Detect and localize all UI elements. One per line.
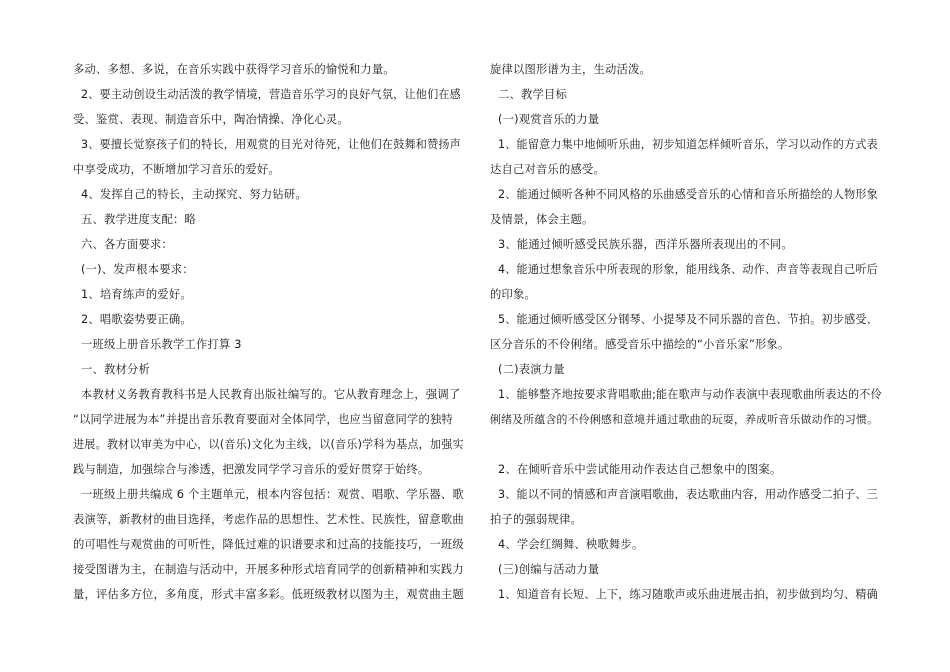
text-line: 2、在倾听音乐中尝试能用动作表达自己想象中的图案。: [498, 463, 782, 476]
text-line: 本教材义务教育教科书是人民教育出版社编写的。它从教育理念上，强调了: [81, 388, 461, 401]
text-line: 2、要主动创设生动活泼的教学情境，营造音乐学习的良好气氛，让他们在感: [81, 88, 461, 101]
text-line: 3、能以不同的情感和声音演唱歌曲，表达歌曲内容，用动作感受二拍子、三: [498, 488, 878, 501]
text-line: 1、知道音有长短、上下，练习随歌声或乐曲进展击拍，初步做到均匀、精确: [498, 588, 878, 601]
text-line: 俐绪及所蕴含的不伶俐感和意境并通过歌曲的玩耍，养成听音乐做动作的习惯。: [490, 413, 879, 426]
text-line: 量，评估多方位，多角度，形式丰富多彩。低班级教材以图为主，观赏曲主题: [73, 588, 464, 601]
text-line: 的可唱性与观赏曲的可听性，降低过难的识谱要求和过高的技能技巧，一班级: [73, 538, 464, 551]
text-line: 中享受成功，不断增加学习音乐的爱好。: [73, 163, 280, 176]
text-line: 2、唱歌姿势要正确。: [81, 313, 192, 326]
text-line: 接受图谱为主，在制造与活动中，开展多种形式培育同学的创新精神和实践力: [73, 563, 464, 576]
text-line: 4、能通过想象音乐中所表现的形象，能用线条、动作、声音等表现自己听后: [498, 263, 878, 276]
text-line: 达自己对音乐的感受。: [490, 163, 605, 176]
text-line: 4、发挥自己的特长，主动探究、努力钻研。: [81, 188, 307, 201]
text-line: 表演等，新教材的曲目选择，考虑作品的思想性、艺术性、民族性，留意歌曲: [73, 513, 464, 526]
text-line: 六、各方面要求：: [81, 238, 173, 251]
text-line: 1、能留意力集中地倾听乐曲，初步知道怎样倾听音乐，学习以动作的方式表: [498, 138, 878, 151]
text-line: 2、能通过倾听各种不同风格的乐曲感受音乐的心情和音乐所描绘的人物形象: [498, 188, 878, 201]
text-line: 1、能够整齐地按要求背唱歌曲;能在歌声与动作表演中表现歌曲所表达的不伶: [498, 388, 882, 401]
text-line: (二)表演力量: [498, 363, 565, 376]
text-line: 进展。教材以审美为中心，以(音乐)文化为主线，以(音乐)学科为基点，加强实: [73, 438, 464, 451]
text-line: 的印象。: [490, 288, 536, 301]
text-line: 3、能通过倾听感受民族乐器，西洋乐器所表现出的不同。: [498, 238, 793, 251]
text-line: 4、学会红绸舞、秧歌舞步。: [498, 538, 644, 551]
text-line: 五、教学进度支配：略: [81, 213, 196, 226]
text-line: 一班级上册共编成 6 个主题单元，根本内容包括：观赏、唱歌、学乐器、歌: [81, 488, 464, 501]
text-line: 多动、多想、多说，在音乐实践中获得学习音乐的愉悦和力量。: [73, 63, 395, 76]
text-line: 二、教学目标: [498, 88, 567, 101]
text-line: 及情景，体会主题。: [490, 213, 594, 226]
text-line: “以同学进展为本”并提出音乐教育要面对全体同学，也应当留意同学的独特: [73, 413, 454, 426]
text-line: 一、教材分析: [81, 363, 150, 376]
text-line: 拍子的强弱规律。: [490, 513, 582, 526]
text-line: (三)创编与活动力量: [498, 563, 600, 576]
text-line: 受、鉴赏、表现、制造音乐中，陶冶情操、净化心灵。: [73, 113, 349, 126]
section-heading: 一班级上册音乐教学工作打算 3: [81, 338, 242, 351]
text-line: 5、能通过倾听感受区分钢琴、小提琴及不同乐器的音色、节拍。初步感受、: [498, 313, 878, 326]
text-line: (一)观赏音乐的力量: [498, 113, 600, 126]
text-line: 区分音乐的不伶俐绪。感受音乐中描绘的“小音乐家”形象。: [490, 338, 790, 351]
text-line: 3、要擅长觉察孩子们的特长，用观赏的目光对待死，让他们在鼓舞和赞扬声: [81, 138, 461, 151]
text-line: 践与制造，加强综合与渗透，把激发同学学习音乐的爱好贯穿于始终。: [73, 463, 430, 476]
text-line: 旋律以图形谱为主，生动活泼。: [490, 63, 651, 76]
text-line: (一)、发声根本要求：: [81, 263, 194, 276]
text-line: 1、培育练声的爱好。: [81, 288, 192, 301]
